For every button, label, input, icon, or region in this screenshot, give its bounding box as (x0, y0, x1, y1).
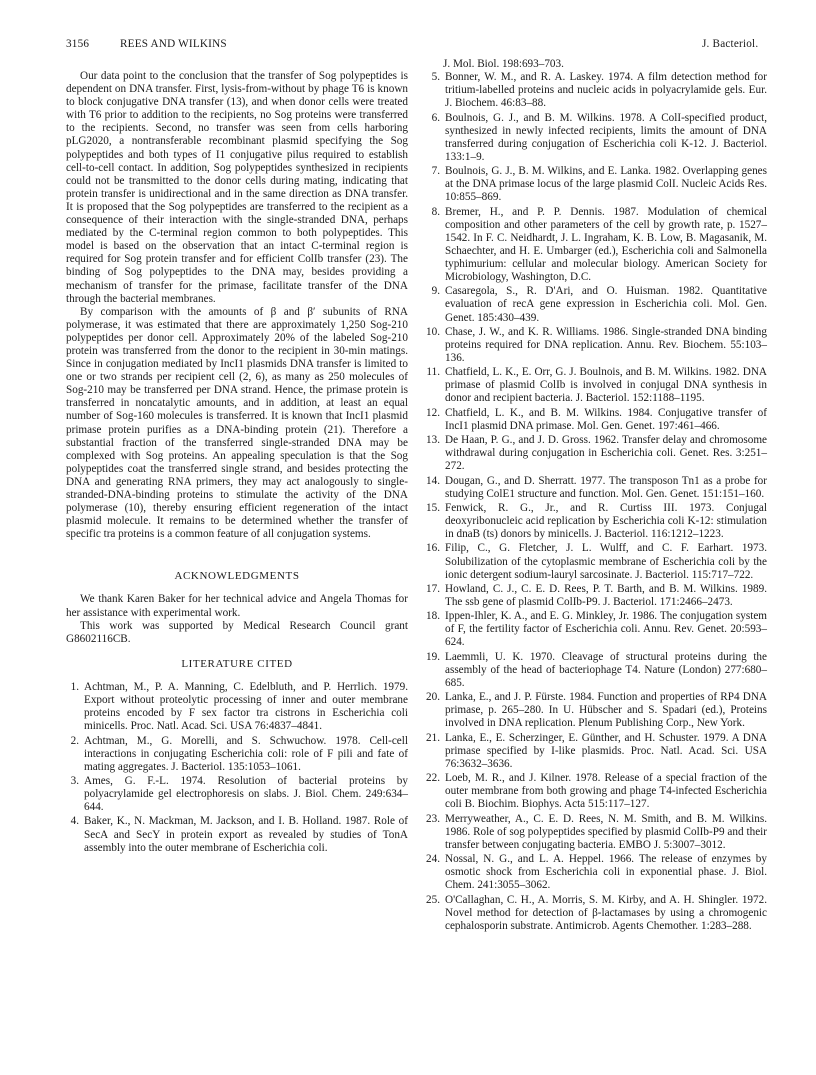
reference-item (425, 610, 767, 649)
reference-number: 24. (426, 853, 440, 866)
right-column (425, 58, 767, 934)
reference-item (425, 366, 767, 405)
reference-item (425, 772, 767, 811)
reference-item (425, 502, 767, 541)
reference-text: Boulnois, G. J., and B. M. Wilkins. 1978. A ColI-specified product, synthesized in newly infected recipients, limits the amount of DNA transferred during conjugation of Escherichia coli K-12. J. Bacteriol. 133:1–9. (445, 111, 767, 163)
reference-number: 7. (431, 165, 440, 178)
reference-text: Filip, C., G. Fletcher, J. L. Wulff, and C. F. Earhart. 1973. Solubilization of the cytoplasmic membrane of Escherichia coli by the ionic detergent sodium-lauryl sarcosinate. J. Bacteriol. 115:717–722. (445, 542, 767, 581)
running-head-journal: J. Bacteriol. (702, 38, 759, 50)
reference-number: 6. (431, 111, 440, 124)
reference-item (425, 651, 767, 690)
reference-text: Bremer, H., and P. P. Dennis. 1987. Modulation of chemical composition and other parameters of the cell by growth rate, p. 1527–1542. In F. C. Neidhardt, J. L. Ingraham, K. B. Low, B. Magasanik, M. Schaechter, and H. E. Umbarger (ed.), Escherichia coli and Salmonella typhimurium: cellular and molecular biology. American Society for Microbiology, Washington, D.C. (445, 205, 767, 284)
reference-item (425, 206, 767, 285)
reference-number: 15. (426, 501, 440, 514)
reference-number: 16. (426, 542, 440, 555)
reference-item (425, 853, 767, 892)
reference-text: Boulnois, G. J., B. M. Wilkins, and E. Lanka. 1982. Overlapping genes at the DNA primase locus of the large plasmid ColI. Nucleic Acids Res. 10:855–869. (445, 165, 767, 204)
reference-number: 14. (426, 474, 440, 487)
reference-text: Ames, G. F.-L. 1974. Resolution of bacterial proteins by polyacrylamide gel electrophoresis on slabs. J. Biol. Chem. 249:634–644. (84, 774, 408, 814)
reference-number: 13. (426, 434, 440, 447)
reference-item (425, 732, 767, 771)
left-column (66, 70, 408, 856)
reference-number: 3. (70, 774, 79, 787)
reference-item (425, 434, 767, 473)
reference-item (425, 813, 767, 852)
acknowledgments-paragraph-2: This work was supported by Medical Research Council grant G8602116CB. (66, 619, 408, 645)
body-paragraph-2: By comparison with the amounts of β and β′ subunits of RNA polymerase, it was estimated that there are approximately 1,250 Sog-210 polypeptides per donor cell. Approximately 20% of the labeled Sog-210 protein was transferred from the donor to the recipient in 30-min matings. Since in conjugation mediated by IncI1 plasmids DNA transfer is limited to one or two strands per recipient cell (2, 6), as many as 250 molecules of Sog-210 may be transferred per DNA strand. Hence, the primase protein is transferred in noncatalytic amounts, and in addition, at least an equal number of Sog-160 molecules is transferred. It is known that IncI1 plasmid primase protein purifies as a DNA-binding protein (21). Therefore a substantial fraction of the transferred single-stranded DNA may be complexed with Sog proteins. An appealing speculation is that the Sog polypeptides coat the transferred single strand, and besides protecting the DNA and generating RNA primers, they may act analogously to single-stranded-DNA-binding proteins to stimulate the activity of the DNA polymerase (10), thereby ensuring efficient regeneration of the intact plasmid molecule. It remains to be determined whether the transfer of specific tra proteins is a common feature of all conjugation systems. (66, 305, 408, 541)
reference-item (425, 475, 767, 501)
acknowledgments-section (66, 593, 408, 645)
reference-number: 1. (70, 680, 79, 693)
page-number: 3156 (66, 38, 90, 50)
reference-number: 25. (426, 893, 440, 906)
reference-text: Dougan, G., and D. Sherratt. 1977. The transposon Tn1 as a probe for studying ColE1 structure and function. Mol. Gen. Genet. 151:151–160. (445, 474, 767, 500)
reference-text: O'Callaghan, C. H., A. Morris, S. M. Kirby, and A. H. Shingler. 1972. Novel method for detection of β-lactamases by using a chromogenic cephalosporin substrate. Antimicrob. Agents Chemother. 1:283–288. (445, 893, 767, 932)
reference-number: 2. (70, 734, 79, 747)
reference-text: Achtman, M., G. Morelli, and S. Schwuchow. 1978. Cell-cell interactions in conjugating Escherichia coli: role of F pili and fate of mating aggregates. J. Bacteriol. 135:1053–1061. (84, 734, 408, 773)
reference-text: Laemmli, U. K. 1970. Cleavage of structural proteins during the assembly of the head of bacteriophage T4. Nature (London) 277:680–685. (445, 650, 767, 689)
reference-number: 23. (426, 812, 440, 825)
reference-text: Merryweather, A., C. E. D. Rees, N. M. Smith, and B. M. Wilkins. 1986. Role of sog polypeptides specified by plasmid ColIb-P9 and their transfer between conjugating bacteria. EMBO J. 5:3007–3012. (445, 812, 767, 851)
reference-text: Achtman, M., P. A. Manning, C. Edelbluth, and P. Herrlich. 1979. Export without proteolytic processing of inner and outer membrane proteins encoded by F sex factor tra cistrons in Escherichia coli minicells. Proc. Natl. Acad. Sci. USA 76:4837–4841. (84, 680, 408, 733)
reference-text: Howland, C. J., C. E. D. Rees, P. T. Barth, and B. M. Wilkins. 1989. The ssb gene of plasmid ColIb-P9. J. Bacteriol. 171:2466–2473. (445, 582, 767, 608)
reference-continuation: J. Mol. Biol. 198:693–703. (443, 58, 564, 70)
reference-item (66, 735, 408, 774)
reference-text: Casaregola, S., R. D'Ari, and O. Huisman. 1982. Quantitative evaluation of recA gene expression in Escherichia coli. Mol. Gen. Genet. 185:430–439. (445, 285, 767, 324)
reference-item (66, 815, 408, 854)
reference-number: 17. (426, 582, 440, 595)
reference-number: 11. (426, 366, 440, 379)
reference-text: Ippen-Ihler, K. A., and E. G. Minkley, Jr. 1986. The conjugation system of F, the fertility factor of Escherichia coli. Annu. Rev. Genet. 20:593–624. (445, 610, 767, 649)
reference-text: De Haan, P. G., and J. D. Gross. 1962. Transfer delay and chromosome withdrawal during conjugation in Escherichia coli. Genet. Res. 3:251–272. (445, 434, 767, 473)
acknowledgments-heading: ACKNOWLEDGMENTS (174, 570, 300, 583)
reference-number: 5. (431, 71, 440, 84)
reference-number: 21. (426, 731, 440, 744)
reference-item (425, 691, 767, 730)
body-paragraph-1: Our data point to the conclusion that the transfer of Sog polypeptides is dependent on DNA transfer. First, lysis-from-without by phage T6 is known to block conjugative DNA transfer (13), and when donor cells were treated with T6 prior to addition to the recipients, no Sog proteins were transferred to the recipients. Second, no transfer was seen from cells harboring pLG2020, a nontransferable recombinant plasmid specifying the Sog polypeptides and both types of I1 conjugative pilus required to establish cell-to-cell contact. In addition, Sog polypeptides synthesized in recipients could not be transmitted to the donor cells during mating, indicating that protein transfer is unidirectional and in the same direction as DNA transfer. It is proposed that the Sog polypeptides are transferred to the recipient as a consequence of their interaction with the single-stranded DNA, perhaps mediated by the C-terminal region common to both polypeptides. This model is based on the observation that an intact C-terminal region is required for Sog protein transfer and for efficient ColIb transfer (23). The binding of Sog polypeptides to the DNA may, besides providing a mechanism of transfer for the primase, facilitate transfer of the DNA through the bacterial membranes. (66, 70, 408, 305)
reference-text: Lanka, E., and J. P. Fürste. 1984. Function and properties of RP4 DNA primase, p. 265–280. In U. Hübscher and S. Spadari (ed.), Proteins involved in DNA replication. Plenum Publishing Corp., New York. (445, 691, 767, 730)
reference-text: Chatfield, L. K., E. Orr, G. J. Boulnois, and B. M. Wilkins. 1982. DNA primase of plasmid ColIb is involved in conjugal DNA synthesis in donor and recipient bacteria. J. Bacteriol. 152:1188–1195. (445, 366, 767, 405)
literature-cited-heading: LITERATURE CITED (181, 657, 293, 670)
reference-text: Nossal, N. G., and L. A. Heppel. 1966. The release of enzymes by osmotic shock from Escherichia coli in exponential phase. J. Biol. Chem. 241:3055–3062. (445, 853, 767, 892)
reference-number: 12. (426, 406, 440, 419)
reference-text: Lanka, E., E. Scherzinger, E. Günther, and H. Schuster. 1979. A DNA primase specified by I-like plasmids. Proc. Natl. Acad. Sci. USA 76:3632–3636. (445, 731, 767, 770)
reference-number: 19. (426, 650, 440, 663)
reference-number: 9. (431, 285, 440, 298)
reference-item (66, 681, 408, 733)
reference-item (425, 583, 767, 609)
reference-item (425, 165, 767, 204)
reference-number: 4. (70, 815, 79, 828)
reference-item (425, 407, 767, 433)
reference-number: 18. (426, 610, 440, 623)
reference-item (425, 71, 767, 110)
reference-text: Chatfield, L. K., and B. M. Wilkins. 1984. Conjugative transfer of IncI1 plasmid DNA primase. Mol. Gen. Genet. 197:461–466. (445, 406, 767, 432)
reference-item (425, 542, 767, 581)
reference-item (425, 112, 767, 164)
reference-text: Loeb, M. R., and J. Kilner. 1978. Release of a special fraction of the outer membrane from both growing and phage T4-infected Escherichia coli B. Biochim. Biophys. Acta 515:117–127. (445, 772, 767, 811)
reference-list-right (425, 71, 767, 933)
reference-number: 10. (426, 325, 440, 338)
reference-item (425, 285, 767, 324)
reference-text: Chase, J. W., and K. R. Williams. 1986. Single-stranded DNA binding proteins required for DNA replication. Annu. Rev. Biochem. 55:103–136. (445, 325, 767, 364)
reference-item (66, 775, 408, 814)
reference-number: 22. (426, 772, 440, 785)
reference-text: Bonner, W. M., and R. A. Laskey. 1974. A film detection method for tritium-labelled proteins and nucleic acids in polyacrylamide gels. Eur. J. Biochem. 46:83–88. (445, 71, 767, 110)
reference-number: 8. (431, 205, 440, 218)
acknowledgments-paragraph-1: We thank Karen Baker for her technical advice and Angela Thomas for her assistance with experimental work. (66, 593, 408, 619)
reference-number: 20. (426, 691, 440, 704)
reference-list-left (66, 681, 408, 855)
reference-item (425, 326, 767, 365)
reference-item (425, 894, 767, 933)
running-head-authors: REES AND WILKINS (120, 38, 227, 50)
reference-text: Baker, K., N. Mackman, M. Jackson, and I. B. Holland. 1987. Role of SecA and SecY in protein export as revealed by studies of TonA assembly into the outer membrane of Escherichia coli. (84, 815, 408, 854)
reference-text: Fenwick, R. G., Jr., and R. Curtiss III. 1973. Conjugal deoxyribonucleic acid replication by Escherichia coli K-12: stimulation in dnaB (ts) donors by minicells. J. Bacteriol. 116:1212–1223. (445, 501, 767, 541)
